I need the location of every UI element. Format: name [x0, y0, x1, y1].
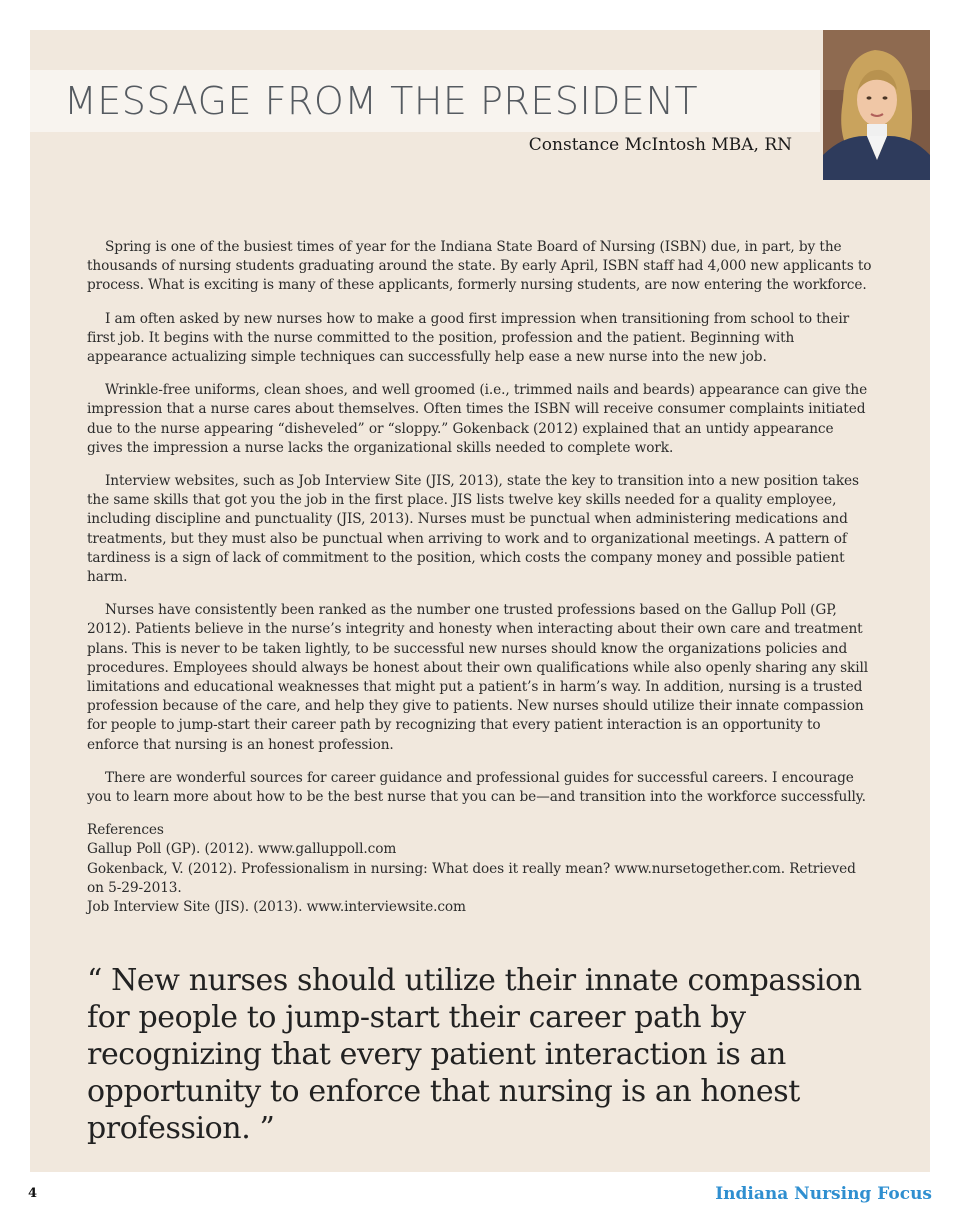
- portrait-photo: [823, 30, 930, 180]
- reference-item: Gallup Poll (GP). (2012). www.galluppoll.com: [87, 841, 397, 858]
- article-body: [87, 238, 873, 917]
- publication-title: Indiana Nursing Focus: [715, 1184, 932, 1204]
- paragraph: Nurses have consistently been ranked as the number one trusted professions based on the Gallup Poll (GP, 2012). Patients believe in the nurse’s integrity and honesty when interacting about their own care and treatment plans. This is never to be taken lightly, to be successful new nurses should know the organizations policies and procedures. Employees should always be honest about their own qualifications while also openly sharing any skill limitations and educational weaknesses that might put a patient’s in harm’s way. In addition, nursing is a trusted profession because of the care, and help they give to patients. New nurses should utilize their innate compassion for people to jump-start their career path by recognizing that every patient interaction is an opportunity to enforce that nursing is an honest profession.: [87, 602, 869, 753]
- author-portrait: [823, 30, 930, 180]
- reference-item: Gokenback, V. (2012). Professionalism in nursing: What does it really mean? www.nursetogether.com. Retrieved on 5-29-2013.: [87, 860, 856, 896]
- paragraph: I am often asked by new nurses how to make a good first impression when transitioning from school to their first job. It begins with the nurse committed to the position, profession and the patient. Beginning with appearance actualizing simple techniques can successfully help ease a new nurse into the new job.: [87, 310, 850, 366]
- paragraph: Wrinkle-free uniforms, clean shoes, and well groomed (i.e., trimmed nails and beards) appearance can give the impression that a nurse cares about themselves. Often times the ISBN will receive consumer complaints initiated due to the nurse appearing “disheveled” or “sloppy.” Gokenback (2012) explained that an untidy appearance gives the impression a nurse lacks the organizational skills needed to complete work.: [87, 382, 868, 456]
- pull-quote: “ New nurses should utilize their innate compassion for people to jump-start their career path by recognizing that every patient interaction is an opportunity to enforce that nursing is an honest profession. ”: [87, 963, 862, 1146]
- page-title: MESSAGE FROM THE PRESIDENT: [64, 79, 699, 123]
- references: [87, 821, 873, 917]
- paragraph: Spring is one of the busiest times of year for the Indiana State Board of Nursing (ISBN) due, in part, by the thousands of nursing students graduating around the state. By early April, ISBN staff had 4,000 new applicants to process. What is exciting is many of these applicants, formerly nursing students, are now entering the workforce.: [87, 239, 872, 294]
- reference-item: Job Interview Site (JIS). (2013). www.interviewsite.com: [87, 899, 466, 916]
- paragraph: There are wonderful sources for career guidance and professional guides for successful careers. I encourage you to learn more about how to be the best nurse that you can be—and transition into the workforce successfully.: [87, 769, 866, 806]
- page-number: 4: [28, 1186, 38, 1201]
- paragraph: Interview websites, such as Job Interview Site (JIS, 2013), state the key to transition into a new position takes the same skills that got you the job in the first place. JIS lists twelve key skills needed for a quality employee, including discipline and punctuality (JIS, 2013). Nurses must be punctual when administering medications and treatments, but they must also be punctual when arriving to work and to organizational meetings. A pattern of tardiness is a sign of lack of commitment to the position, which costs the company money and possible patient harm.: [87, 473, 859, 586]
- references-heading: References: [87, 822, 164, 839]
- author-name: Constance McIntosh MBA, RN: [528, 135, 792, 155]
